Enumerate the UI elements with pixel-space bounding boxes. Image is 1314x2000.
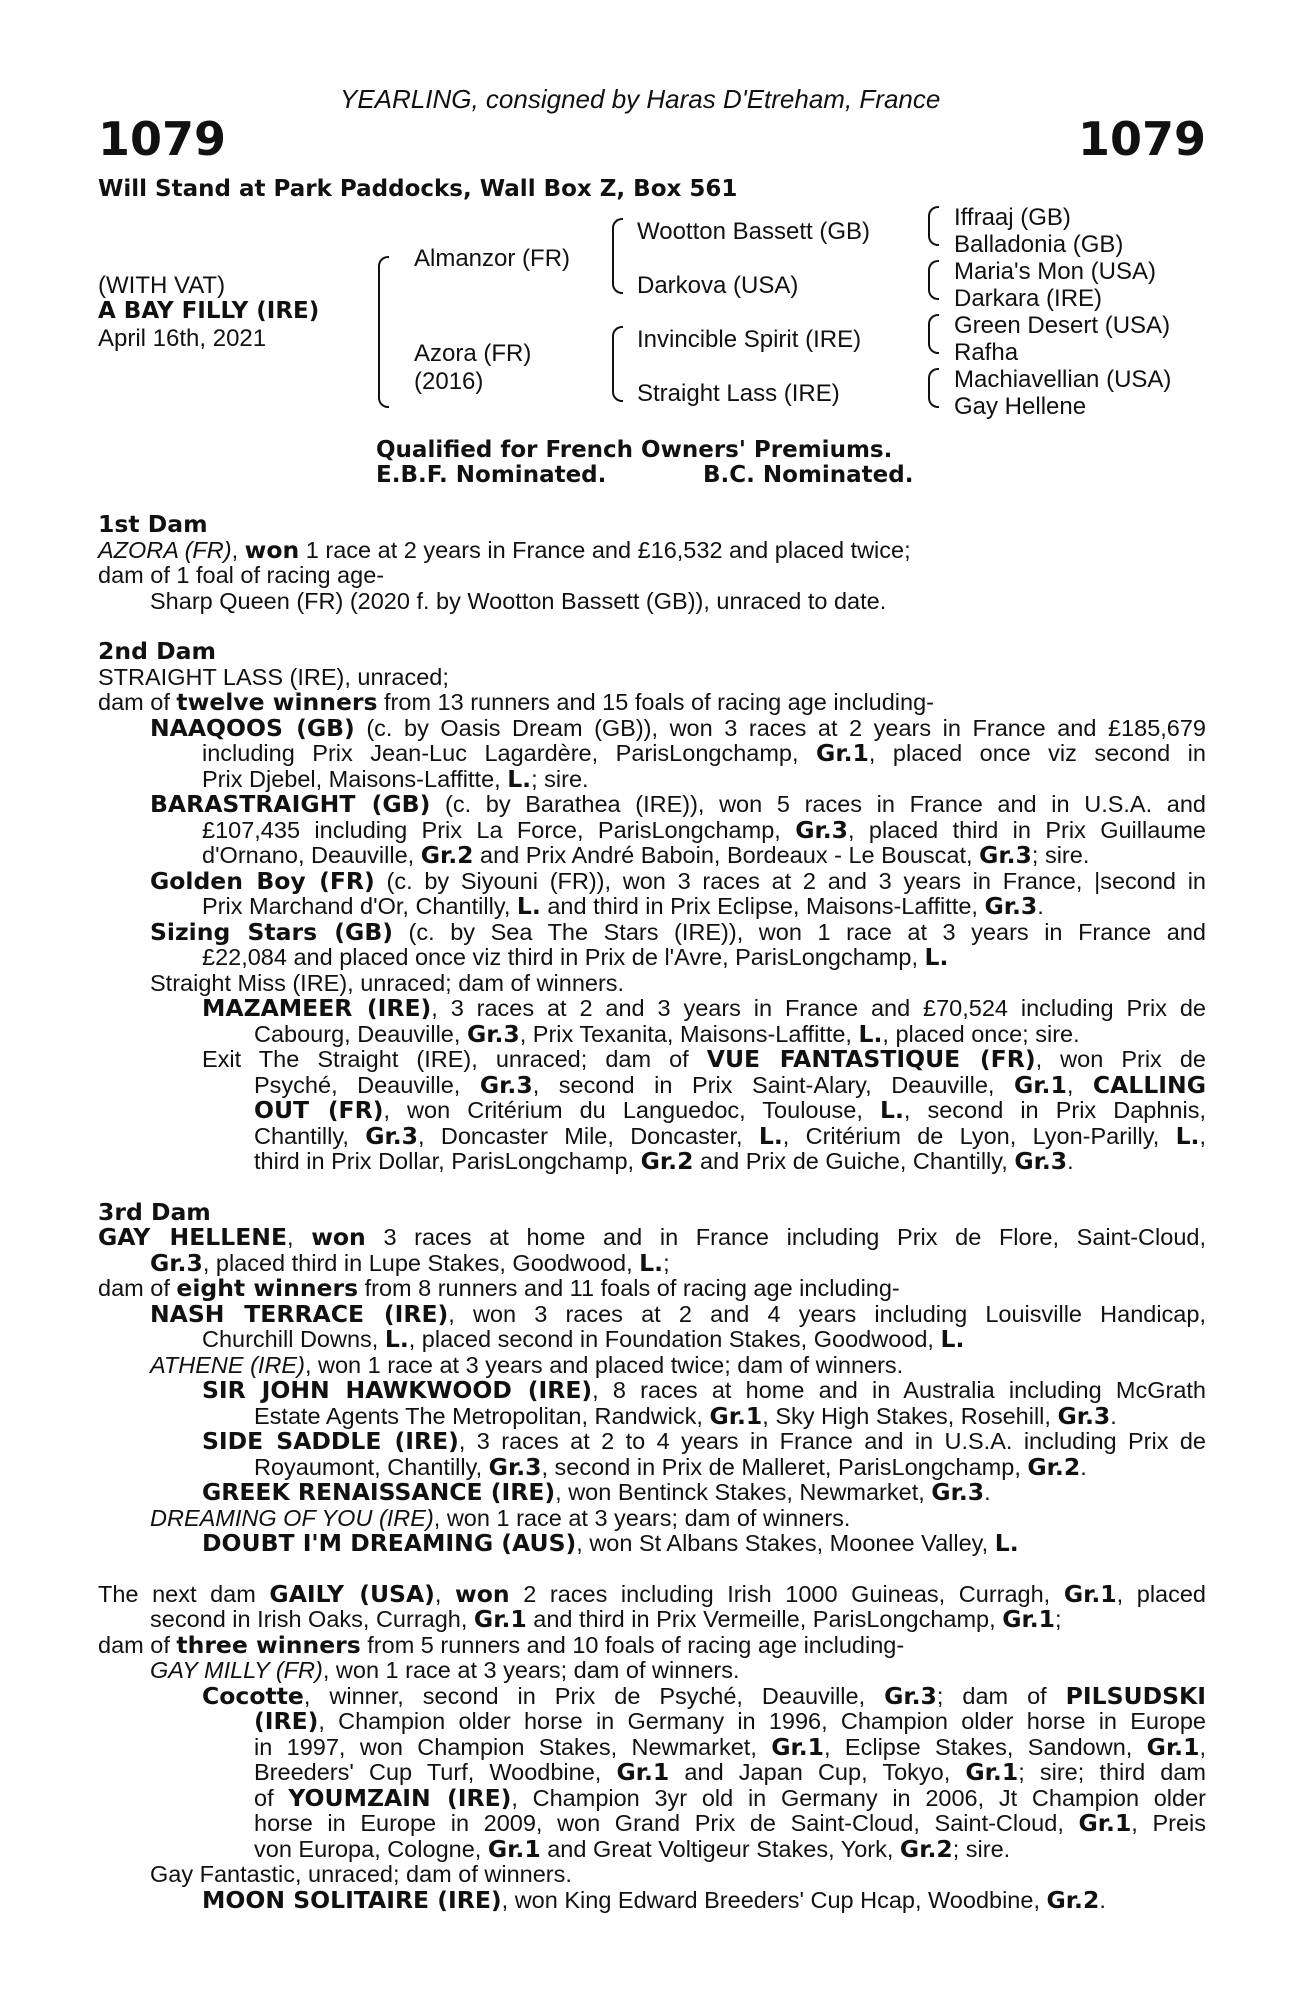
text: ,: [1066, 1071, 1093, 1098]
second-dam-summary: [98, 690, 1206, 716]
text: and Prix de Guiche, Chantilly,: [693, 1148, 1015, 1174]
grade: L.: [507, 764, 532, 793]
horse-name: GAY MILLY (FR): [150, 1657, 323, 1683]
text: , won 1 race at 3 years and placed twice; dam of winners.: [304, 1351, 904, 1378]
progeny-line: [98, 741, 1206, 767]
progeny-doubt-im-dreaming: [98, 1531, 1206, 1557]
text: d'Ornano, Deauville,: [202, 842, 421, 868]
pedigree-brace-dd: [928, 368, 939, 408]
grade: L.: [879, 1096, 904, 1124]
grade: Gr.1: [1002, 1605, 1055, 1633]
vat-note: (WITH VAT): [98, 272, 226, 299]
grade: Gr.3: [795, 815, 849, 844]
grade: Gr.1: [1146, 1732, 1200, 1761]
horse-name: GREEK RENAISSANCE (IRE): [202, 1478, 556, 1506]
text: , Prix Texanita, Maisons-Laffitte,: [519, 1020, 859, 1047]
grade: L.: [940, 1325, 965, 1353]
text: .: [1037, 893, 1044, 919]
progeny-sizing-stars: [98, 917, 1206, 946]
horse-name: A BAY FILLY (IRE): [98, 298, 320, 324]
grade: Gr.1: [616, 1758, 670, 1786]
text: (c. by Siyouni (FR)), won 3 races at 2 and 3 years in France, |second in: [374, 867, 1206, 894]
text: The next dam: [98, 1580, 270, 1607]
text: ,: [434, 1580, 456, 1607]
grade: Gr.3: [488, 1452, 542, 1481]
text: Estate Agents The Metropolitan, Randwick,: [254, 1402, 710, 1429]
text: dam of: [98, 1275, 177, 1301]
grade: Gr.1: [1063, 1579, 1117, 1608]
text: , winner, second in Prix de Psyché, Deauville,: [303, 1682, 885, 1709]
pedigree-brace-main: [378, 256, 389, 408]
horse-dob: April 16th, 2021: [98, 325, 267, 352]
horse-name: MAZAMEER (IRE): [202, 994, 432, 1022]
text: (c. by Oasis Dream (GB)), won 3 races at 2 years in France and £185,679: [354, 714, 1206, 741]
grade: Gr.3: [984, 892, 1038, 920]
text: , won Prix de: [1035, 1046, 1206, 1072]
text: , Sky High Stakes, Rosehill,: [762, 1402, 1058, 1429]
progeny-greek-renaissance: [98, 1480, 1206, 1506]
winners-count: twelve winners: [176, 688, 378, 716]
horse-name: MOON SOLITAIRE (IRE): [202, 1885, 502, 1914]
text: horse in Europe in 2009, won Grand Prix de Saint-Cloud, Saint-Cloud,: [254, 1810, 1079, 1836]
text: ; sire.: [1031, 842, 1090, 868]
qualification-bc: B.C. Nominated.: [703, 462, 914, 488]
grade: Gr.3: [150, 1248, 203, 1277]
first-dam-foal: Sharp Queen (FR) (2020 f. by Wootton Bassett (GB)), unraced to date.: [150, 587, 887, 614]
text: , Champion older horse in Germany in 1996, Champion older horse in Europe: [318, 1708, 1206, 1734]
text: including Prix Jean-Luc Lagardère, ParisLongchamp,: [202, 740, 817, 766]
pedigree-brace-dam: [612, 326, 623, 402]
second-dam-heading: 2nd Dam: [98, 637, 216, 665]
text: ;: [1055, 1606, 1062, 1632]
progeny-line: [98, 1327, 1206, 1353]
text: , won 1 race at 3 years; dam of winners.: [433, 1504, 851, 1531]
text: and third in Prix Eclipse, Maisons-Laffitte,: [540, 893, 985, 919]
progeny-dreaming-of-you: [98, 1506, 1206, 1532]
progeny-line: [98, 843, 1206, 869]
grade: Gr.1: [771, 1732, 825, 1761]
text: ; sire.: [531, 765, 589, 792]
horse-name: CALLING: [1092, 1070, 1206, 1099]
progeny-line: [98, 1811, 1206, 1837]
text: , Preis: [1131, 1810, 1206, 1836]
progeny-straight-miss: Straight Miss (IRE), unraced; dam of winners.: [150, 969, 625, 996]
text: , won 3 races at 2 and 4 years including Louisville Handicap,: [448, 1300, 1206, 1327]
grade: L.: [1175, 1121, 1200, 1150]
text: and Great Voltigeur Stakes, York,: [540, 1835, 900, 1862]
text: Royaumont, Chantilly,: [254, 1453, 489, 1480]
text: 3 races at home and in France including Prix de Flore, Saint-Cloud,: [365, 1224, 1206, 1250]
text: , placed third in Prix Guillaume: [848, 816, 1207, 843]
progeny-athene: [98, 1353, 1206, 1379]
grade: Gr.2: [1027, 1452, 1081, 1481]
progeny-line: [98, 894, 1206, 920]
grade: L.: [994, 1529, 1019, 1557]
progeny-line: [98, 1019, 1206, 1048]
grade: Gr.1: [709, 1401, 763, 1430]
text: dam of: [98, 1631, 177, 1658]
horse-name: Sizing Stars (GB): [150, 917, 393, 946]
text: , won Bentinck Stakes, Newmarket,: [555, 1479, 932, 1505]
pedigree-dam-sire: Invincible Spirit (IRE): [637, 326, 862, 353]
text: Churchill Downs,: [202, 1326, 385, 1352]
progeny-line: [98, 1401, 1206, 1430]
next-dam-line: [98, 1607, 1206, 1633]
won-label: won: [311, 1223, 366, 1251]
horse-name: Golden Boy (FR): [150, 866, 375, 895]
horse-name: VUE FANTASTIQUE (FR): [706, 1045, 1036, 1073]
qualification-ebf: E.B.F. Nominated.: [376, 462, 607, 488]
progeny-line: [98, 945, 1206, 971]
text: , won Critérium du Languedoc, Toulouse,: [383, 1097, 880, 1123]
horse-name: NAAQOOS (GB): [150, 713, 355, 742]
text: second in Irish Oaks, Curragh,: [150, 1606, 474, 1632]
text: .: [1067, 1148, 1074, 1174]
progeny-mazameer: [98, 996, 1206, 1022]
grade: Gr.3: [884, 1681, 937, 1710]
third-dam-heading: 3rd Dam: [98, 1197, 211, 1226]
produce-record: [98, 512, 1206, 1913]
pedigree-sire-dam: Darkova (USA): [637, 272, 799, 299]
horse-name: YOUMZAIN (IRE): [288, 1783, 512, 1812]
next-dam-line: [98, 1579, 1206, 1608]
progeny-gay-milly: [98, 1658, 1206, 1684]
pedigree-sire: Almanzor (FR): [414, 245, 571, 272]
text: £107,435 including Prix La Force, ParisLongchamp,: [202, 816, 796, 843]
dam-name: GAILY (USA): [269, 1579, 435, 1608]
pedigree-dds: Machiavellian (USA): [954, 366, 1172, 393]
progeny-golden-boy: [98, 866, 1206, 895]
progeny-naaqoos: [98, 713, 1206, 742]
text: , Doncaster Mile, Doncaster,: [418, 1122, 759, 1149]
horse-name: DREAMING OF YOU (IRE): [150, 1504, 434, 1531]
text: , second in Prix de Malleret, ParisLongchamp,: [541, 1453, 1028, 1480]
horse-name: OUT (FR): [254, 1096, 384, 1124]
text: from 5 runners and 10 foals of racing age including-: [360, 1631, 905, 1658]
text: .: [1110, 1402, 1117, 1429]
grade: Gr.2: [899, 1834, 953, 1863]
progeny-line: [98, 764, 1206, 793]
text: ,: [287, 1224, 312, 1250]
grade: Gr.2: [420, 841, 474, 869]
text: and Prix André Baboin, Bordeaux - Le Bouscat,: [473, 842, 980, 868]
text: ; dam of: [936, 1682, 1066, 1709]
grade: Gr.2: [1046, 1885, 1100, 1914]
grade: Gr.3: [979, 841, 1032, 869]
grade: L.: [924, 943, 949, 971]
grade: Gr.1: [473, 1605, 527, 1633]
pedigree-brace-ds: [928, 314, 939, 354]
pedigree-sss: Iffraaj (GB): [954, 204, 1071, 231]
grade: Gr.2: [640, 1147, 694, 1175]
pedigree-brace-sire: [612, 218, 623, 294]
next-dam-summary: [98, 1630, 1206, 1659]
horse-name: PILSUDSKI: [1065, 1681, 1207, 1710]
pedigree-sire-sire: Wootton Bassett (GB): [637, 218, 870, 245]
progeny-nash-terrace: [98, 1299, 1206, 1328]
text: (c. by Sea The Stars (IRE)), won 1 race at 3 years in France and: [392, 918, 1206, 945]
progeny-line: [98, 1121, 1207, 1150]
pedigree-brace-ss: [928, 206, 939, 246]
progeny-line: [98, 1070, 1206, 1099]
text: ; sire; third dam: [1018, 1759, 1206, 1785]
pedigree-sdd: Darkara (IRE): [954, 285, 1103, 312]
text: , second in Prix Saint-Alary, Deauville,: [532, 1071, 1014, 1098]
progeny-line: [98, 1149, 1206, 1175]
text: Breeders' Cup Turf, Woodbine,: [254, 1759, 617, 1785]
text: third in Prix Dollar, ParisLongchamp,: [254, 1148, 641, 1174]
pedigree-dam-dam: Straight Lass (IRE): [637, 380, 840, 407]
third-dam-line: [98, 1248, 1206, 1277]
grade: L.: [858, 1019, 883, 1048]
grade: Gr.3: [365, 1121, 419, 1150]
progeny-line: [98, 1760, 1206, 1786]
text: , 3 races at 2 to 4 years in France and in U.S.A. including Prix de: [458, 1428, 1206, 1454]
text: , placed third in Lupe Stakes, Goodwood,: [202, 1249, 640, 1276]
third-dam-summary: [98, 1276, 1206, 1302]
pedigree-dam-year: (2016): [414, 368, 484, 395]
text: 2 races including Irish 1000 Guineas, Curragh,: [509, 1580, 1064, 1607]
text: dam of: [98, 689, 177, 715]
text: , Critérium de Lyon, Lyon-Parilly,: [782, 1122, 1176, 1149]
lot-number-left: 1079: [98, 112, 227, 166]
horse-name: NASH TERRACE (IRE): [150, 1299, 449, 1328]
text: , placed second in Foundation Stakes, Goodwood,: [408, 1326, 941, 1352]
consignment-line: YEARLING, consigned by Haras D'Etreham, France: [340, 84, 941, 114]
horse-name: Cocotte: [202, 1681, 304, 1710]
progeny-line: [98, 1834, 1206, 1863]
progeny-exit-the-straight: [98, 1047, 1206, 1073]
text: , 3 races at 2 and 3 years in France and £70,524 including Prix de: [431, 995, 1206, 1021]
qualification-french-premiums: Qualified for French Owners' Premiums.: [376, 437, 893, 463]
dam-name: AZORA (FR): [98, 536, 232, 563]
text: .: [1080, 1453, 1087, 1480]
won-label: won: [244, 535, 300, 564]
progeny-side-saddle: [98, 1429, 1206, 1455]
text: of: [254, 1784, 289, 1811]
text: , second in Prix Daphnis,: [903, 1097, 1206, 1123]
grade: L.: [639, 1248, 664, 1277]
text: Prix Marchand d'Or, Chantilly,: [202, 893, 517, 919]
text: .: [984, 1479, 991, 1505]
text: from 8 runners and 11 foals of racing age including-: [358, 1275, 900, 1301]
text: , placed: [1116, 1580, 1206, 1607]
progeny-line: [98, 1452, 1206, 1481]
grade: Gr.1: [1078, 1809, 1132, 1837]
grade: Gr.3: [479, 1070, 533, 1099]
progeny-cocotte: [98, 1681, 1207, 1710]
text: ; sire.: [952, 1835, 1011, 1862]
horse-name: ATHENE (IRE): [150, 1351, 305, 1378]
text: , 8 races at home and in Australia including McGrath: [592, 1377, 1206, 1403]
pedigree-dam: Azora (FR): [414, 340, 532, 367]
text: in 1997, won Champion Stakes, Newmarket,: [254, 1733, 772, 1760]
text: and third in Prix Vermeille, ParisLongchamp,: [526, 1606, 1003, 1632]
text: Chantilly,: [254, 1122, 366, 1149]
pedigree-sds: Maria's Mon (USA): [954, 258, 1156, 285]
grade: Gr.3: [1057, 1401, 1111, 1430]
winners-count: eight winners: [176, 1274, 359, 1302]
grade: Gr.3: [931, 1478, 985, 1506]
text: 1 race at 2 years in France and £16,532 and placed twice;: [299, 536, 911, 563]
text: from 13 runners and 15 foals of racing age including-: [377, 689, 934, 715]
grade: L.: [758, 1121, 783, 1150]
first-dam-line: [98, 535, 1206, 564]
text: , placed once viz second in: [868, 740, 1206, 766]
stand-location: Will Stand at Park Paddocks, Wall Box Z, Box 561: [98, 176, 738, 202]
grade: Gr.1: [965, 1758, 1019, 1786]
horse-name: (IRE): [254, 1707, 319, 1735]
text: ;: [663, 1249, 670, 1276]
text: ,: [1199, 1733, 1206, 1760]
progeny-line: [98, 1732, 1206, 1761]
grade: Gr.1: [1014, 1070, 1067, 1099]
pedigree-ssd: Balladonia (GB): [954, 231, 1124, 258]
text: , won King Edward Breeders' Cup Hcap, Woodbine,: [501, 1886, 1047, 1913]
text: , Champion 3yr old in Germany in 2006, Jt Champion older: [511, 1784, 1206, 1811]
horse-name: DOUBT I'M DREAMING (AUS): [202, 1529, 577, 1557]
progeny-line: [98, 1783, 1206, 1812]
text: von Europa, Cologne,: [254, 1835, 488, 1862]
second-dam-line: STRAIGHT LASS (IRE), unraced;: [98, 663, 449, 690]
text: .: [1099, 1886, 1106, 1913]
winners-count: three winners: [176, 1630, 361, 1659]
text: , won St Albans Stakes, Moonee Valley,: [576, 1530, 995, 1556]
grade: L.: [516, 892, 541, 920]
text: (c. by Barathea (IRE)), won 5 races in France and in U.S.A. and: [430, 791, 1206, 817]
progeny-gay-fantastic: Gay Fantastic, unraced; dam of winners.: [150, 1861, 572, 1887]
text: Exit The Straight (IRE), unraced; dam of: [202, 1046, 707, 1072]
text: and Japan Cup, Tokyo,: [669, 1759, 966, 1785]
progeny-moon-solitaire: [98, 1885, 1206, 1914]
lot-number-right: 1079: [1077, 112, 1206, 166]
text: ,: [231, 536, 245, 563]
first-dam-heading: 1st Dam: [98, 510, 208, 538]
progeny-line: [98, 815, 1207, 844]
pedigree-dsd: Rafha: [954, 339, 1019, 366]
text: Psyché, Deauville,: [254, 1071, 480, 1098]
pedigree-dss: Green Desert (USA): [954, 312, 1171, 339]
horse-name: SIR JOHN HAWKWOOD (IRE): [202, 1376, 593, 1404]
grade: L.: [384, 1325, 409, 1353]
text: , won 1 race at 3 years; dam of winners.: [322, 1657, 740, 1683]
grade: Gr.3: [466, 1019, 520, 1048]
text: , placed once; sire.: [882, 1020, 1080, 1047]
third-dam-line: [98, 1225, 1206, 1251]
progeny-line: [98, 1709, 1206, 1735]
text: ,: [1199, 1122, 1207, 1149]
progeny-line: [98, 1098, 1206, 1124]
first-dam-foals: dam of 1 foal of racing age-: [98, 562, 385, 588]
horse-name: SIDE SADDLE (IRE): [202, 1427, 459, 1455]
progeny-barastraight: [98, 792, 1206, 818]
text: Prix Djebel, Maisons-Laffitte,: [202, 765, 508, 792]
text: £22,084 and placed once viz third in Prix de l'Avre, ParisLongchamp,: [202, 944, 925, 970]
pedigree-ddd: Gay Hellene: [954, 393, 1087, 420]
text: , Eclipse Stakes, Sandown,: [824, 1733, 1147, 1760]
dam-name: GAY HELLENE: [98, 1223, 287, 1251]
grade: Gr.1: [487, 1834, 541, 1863]
text: Cabourg, Deauville,: [254, 1020, 467, 1047]
grade: Gr.1: [816, 739, 869, 767]
grade: Gr.3: [1014, 1147, 1068, 1175]
progeny-sir-john-hawkwood: [98, 1378, 1206, 1404]
horse-name: BARASTRAIGHT (GB): [150, 790, 431, 818]
pedigree-brace-sd: [928, 260, 939, 300]
won-label: won: [455, 1579, 510, 1608]
